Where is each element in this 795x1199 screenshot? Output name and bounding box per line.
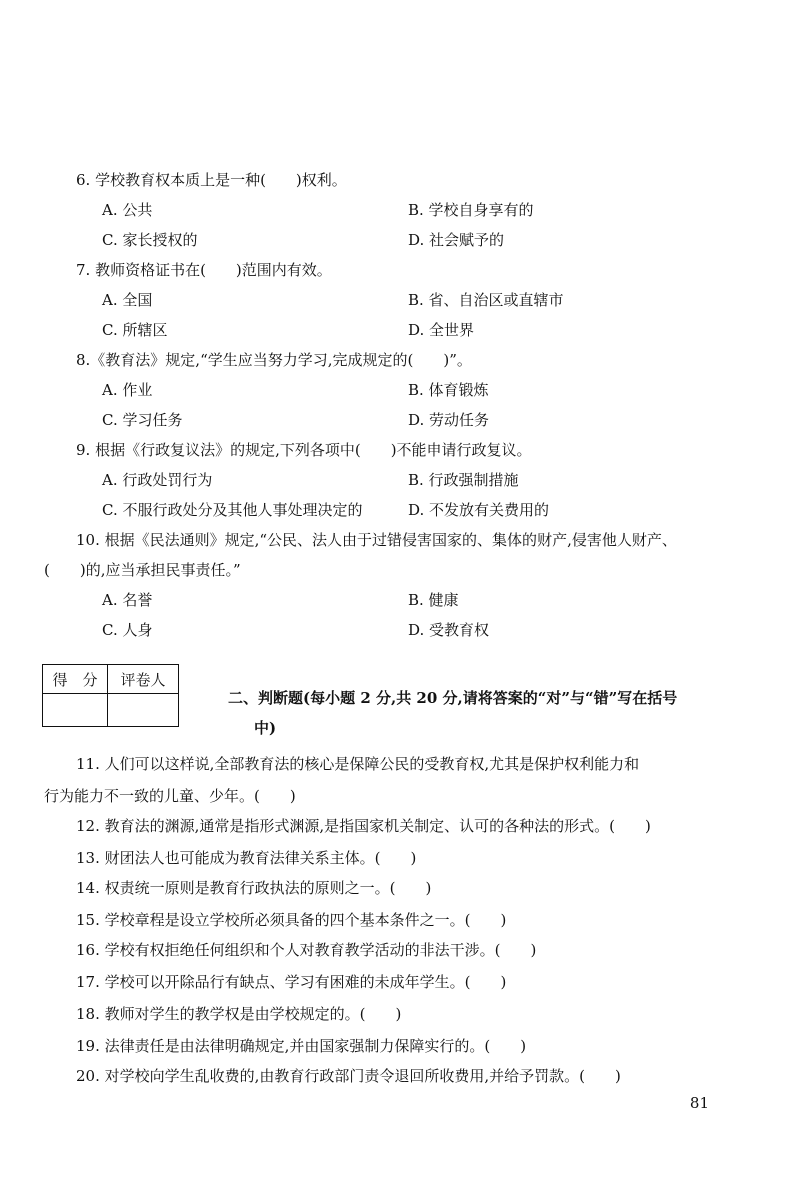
question-9-option-c: C. 不服行政处分及其他人事处理决定的 [102, 501, 363, 519]
question-12: 12. 教育法的渊源,通常是指形式渊源,是指国家机关制定、认可的各种法的形式。( ) [76, 817, 651, 835]
question-10-stem: 10. 根据《民法通则》规定,“公民、法人由于过错侵害国家的、集体的财产,侵害他人财产、 [76, 531, 677, 549]
question-8-option-c: C. 学习任务 [102, 411, 183, 429]
question-10-option-c: C. 人身 [102, 621, 153, 639]
section-2-title: 二、判断题(每小题 2 分,共 20 分,请将答案的“对”与“错”写在括号 [228, 689, 678, 707]
question-7-stem: 7. 教师资格证书在( )范围内有效。 [76, 261, 332, 279]
question-10-option-d: D. 受教育权 [408, 621, 490, 639]
question-15: 15. 学校章程是设立学校所必须具备的四个基本条件之一。( ) [76, 911, 507, 929]
question-11-line-1: 11. 人们可以这样说,全部教育法的核心是保障公民的受教育权,尤其是保护权利能力和 [76, 755, 640, 773]
score-table [42, 664, 179, 727]
question-16: 16. 学校有权拒绝任何组织和个人对教育教学活动的非法干涉。( ) [76, 941, 537, 959]
question-6-stem: 6. 学校教育权本质上是一种( )权利。 [76, 171, 347, 189]
question-8-option-b: B. 体育锻炼 [408, 381, 489, 399]
section-2-title-continued: 中) [254, 719, 277, 737]
question-6-option-b: B. 学校自身享有的 [408, 201, 534, 219]
question-9-option-a: A. 行政处罚行为 [102, 471, 213, 489]
question-18: 18. 教师对学生的教学权是由学校规定的。( ) [76, 1005, 402, 1023]
question-8-option-a: A. 作业 [102, 381, 153, 399]
grader-cell[interactable] [108, 694, 179, 727]
question-13: 13. 财团法人也可能成为教育法律关系主体。( ) [76, 849, 417, 867]
grader-header: 评卷人 [108, 665, 179, 694]
question-9-stem: 9. 根据《行政复议法》的规定,下列各项中( )不能申请行政复议。 [76, 441, 532, 459]
score-header: 得 分 [43, 665, 108, 694]
question-7-option-c: C. 所辖区 [102, 321, 168, 339]
question-17: 17. 学校可以开除品行有缺点、学习有困难的未成年学生。( ) [76, 973, 507, 991]
question-11-line-2: 行为能力不一致的儿童、少年。( ) [44, 787, 296, 805]
question-14: 14. 权责统一原则是教育行政执法的原则之一。( ) [76, 879, 432, 897]
question-6-option-a: A. 公共 [102, 201, 153, 219]
question-8-stem: 8.《教育法》规定,“学生应当努力学习,完成规定的( )”。 [76, 351, 472, 369]
question-9-option-d: D. 不发放有关费用的 [408, 501, 550, 519]
page-number: 81 [689, 1094, 709, 1112]
score-cell[interactable] [43, 694, 108, 727]
question-7-option-b: B. 省、自治区或直辖市 [408, 291, 564, 309]
question-20: 20. 对学校向学生乱收费的,由教育行政部门责令退回所收费用,并给予罚款。( ) [76, 1067, 621, 1085]
question-19: 19. 法律责任是由法律明确规定,并由国家强制力保障实行的。( ) [76, 1037, 527, 1055]
question-10-stem-continued: ( )的,应当承担民事责任。” [44, 561, 241, 579]
question-6-option-c: C. 家长授权的 [102, 231, 198, 249]
question-7-option-a: A. 全国 [102, 291, 153, 309]
question-10-option-a: A. 名誉 [102, 591, 153, 609]
question-9-option-b: B. 行政强制措施 [408, 471, 519, 489]
question-6-option-d: D. 社会赋予的 [408, 231, 505, 249]
question-8-option-d: D. 劳动任务 [408, 411, 490, 429]
question-10-option-b: B. 健康 [408, 591, 459, 609]
question-7-option-d: D. 全世界 [408, 321, 475, 339]
